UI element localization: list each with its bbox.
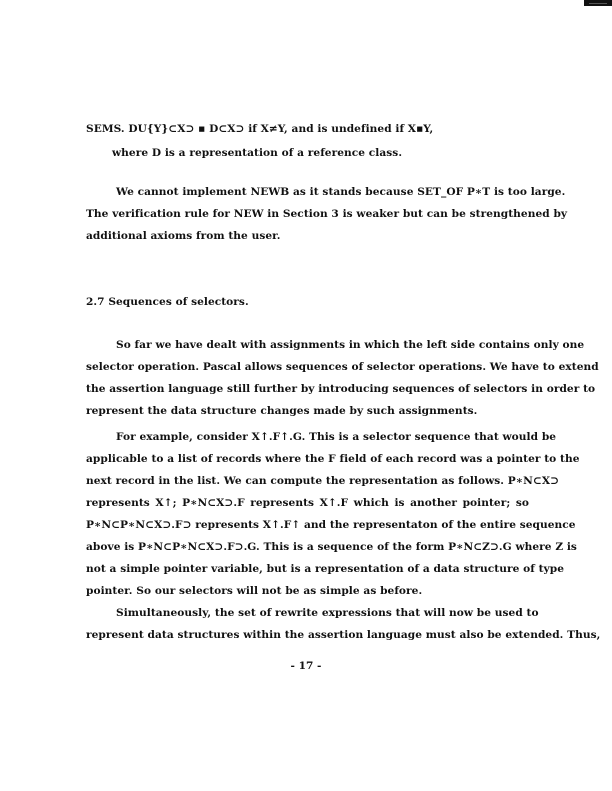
definition-line-1: SEMS. DU{Y}⊂X⊃ ▪ D⊂X⊃ if X≠Y, and is undefined if X▪Y, (86, 123, 434, 135)
paragraph-1-line-3: additional axioms from the user. (86, 230, 281, 242)
paragraph-1-line-1: We cannot implement NEWB as it stands because SET_OF P∗T is too large. (116, 186, 566, 198)
paragraph-1-line-2: The verification rule for NEW in Section 3 is weaker but can be strengthened by (86, 208, 568, 220)
page-number: - 17 - (290, 660, 322, 672)
paragraph-4-line-2: represent data structures within the assertion language must also be extended. Thus, (86, 629, 601, 641)
scan-artifact (584, 0, 612, 6)
paragraph-2-line-1: So far we have dealt with assignments in which the left side contains only one (116, 339, 585, 351)
paragraph-3-line-6: above is P∗N⊂P∗N⊂X⊃.F⊃.G. This is a sequence of the form P∗N⊂Z⊃.G where Z is (86, 541, 577, 553)
paragraph-3-line-7: not a simple pointer variable, but is a representation of a data structure of type (86, 563, 564, 575)
paragraph-3-line-3: next record in the list. We can compute the representation as follows. P∗N⊂X⊃ (86, 475, 560, 487)
definition-line-2: where D is a representation of a reference class. (112, 147, 403, 159)
paragraph-3-line-2: applicable to a list of records where the F field of each record was a pointer to the (86, 453, 580, 465)
section-heading: 2.7 Sequences of selectors. (86, 296, 249, 308)
paragraph-3-line-4: represents X↑; P∗N⊂X⊃.F represents X↑.F which is another pointer; so (86, 497, 529, 509)
paragraph-3-line-8: pointer. So our selectors will not be as simple as before. (86, 585, 423, 597)
paragraph-3-line-5: P∗N⊂P∗N⊂X⊃.F⊃ represents X↑.F↑ and the representaton of the entire sequence (86, 519, 576, 531)
paragraph-2-line-4: represent the data structure changes made by such assignments. (86, 405, 478, 417)
paragraph-4-line-1: Simultaneously, the set of rewrite expressions that will now be used to (116, 607, 539, 619)
paragraph-3-line-1: For example, consider X↑.F↑.G. This is a selector sequence that would be (116, 431, 557, 443)
paragraph-2-line-3: the assertion language still further by introducing sequences of selectors in order to (86, 383, 596, 395)
paragraph-2-line-2: selector operation. Pascal allows sequences of selector operations. We have to extend (86, 361, 599, 373)
